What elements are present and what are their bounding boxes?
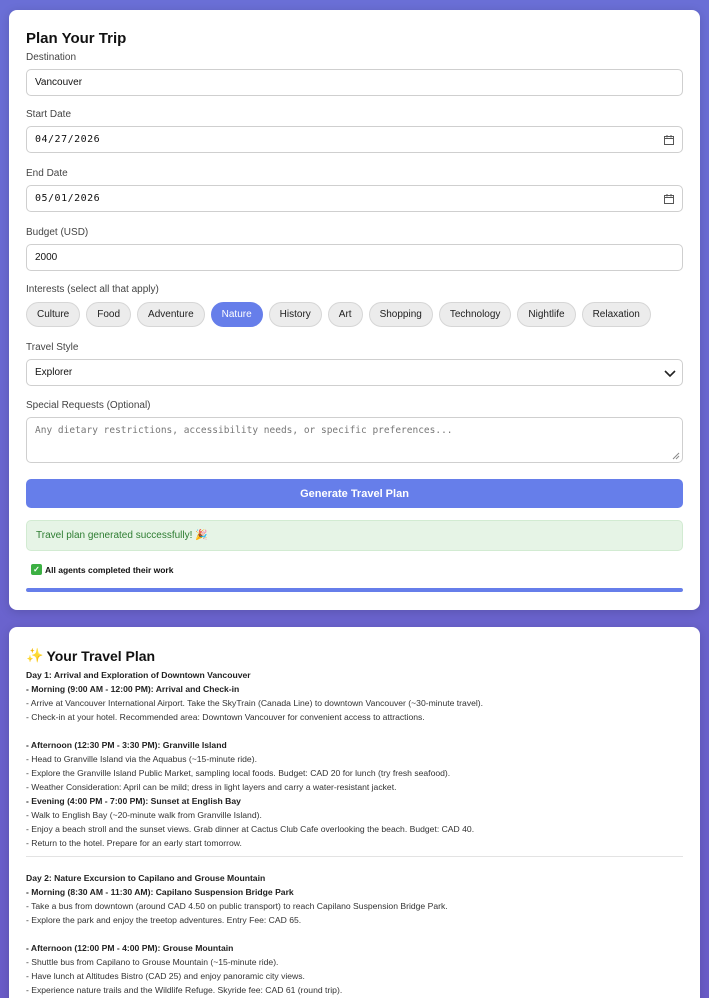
interests-group [26, 302, 651, 327]
interest-chip-nature[interactable]: Nature [211, 302, 263, 327]
travel-plan-content [26, 668, 683, 997]
sparkles-icon: ✨ [26, 647, 44, 663]
end-date-value: 05/01/2026 [35, 193, 101, 204]
time-block-heading: - Afternoon (12:30 PM - 3:30 PM): Granville Island [26, 740, 227, 750]
interest-chip-food[interactable]: Food [86, 302, 131, 327]
plan-title [26, 647, 683, 664]
agent-status-text: All agents completed their work [45, 564, 174, 575]
travel-style-value: Explorer [35, 367, 73, 378]
plan-line: - Enjoy a beach stroll and the sunset views. Grab dinner at Cactus Club Cafe overlooking the beach. Budget: CAD 40. [26, 824, 475, 834]
plan-line: - Have lunch at Altitudes Bistro (CAD 25) and enjoy panoramic city views. [26, 971, 305, 981]
time-block-heading: - Morning (9:00 AM - 12:00 PM): Arrival and Check-in [26, 684, 240, 694]
resize-handle-icon[interactable] [672, 452, 680, 460]
plan-line: - Walk to English Bay (~20-minute walk from Granville Island). [26, 810, 262, 820]
interest-chip-technology[interactable]: Technology [439, 302, 512, 327]
special-requests-textarea[interactable] [26, 417, 683, 463]
special-requests-label: Special Requests (Optional) [26, 400, 151, 411]
time-block-heading: - Evening (4:00 PM - 7:00 PM): Sunset at English Bay [26, 796, 241, 806]
plan-line: - Shuttle bus from Capilano to Grouse Mountain (~15-minute ride). [26, 957, 279, 967]
special-requests-placeholder: Any dietary restrictions, accessibility needs, or specific preferences... [35, 425, 453, 436]
agent-status [31, 564, 173, 575]
end-date-label: End Date [26, 168, 68, 179]
calendar-icon[interactable] [664, 135, 674, 145]
interests-label: Interests (select all that apply) [26, 284, 159, 295]
plan-line: - Head to Granville Island via the Aquabus (~15-minute ride). [26, 754, 257, 764]
travel-style-label: Travel Style [26, 342, 79, 353]
day-heading: Day 2: Nature Excursion to Capilano and Grouse Mountain [26, 873, 266, 883]
interest-chip-art[interactable]: Art [328, 302, 363, 327]
travel-style-select[interactable] [26, 359, 683, 386]
interest-chip-nightlife[interactable]: Nightlife [517, 302, 575, 327]
budget-value: 2000 [35, 252, 58, 263]
plan-line: - Arrive at Vancouver International Airport. Take the SkyTrain (Canada Line) to downtown Vancouver (~30-minute travel). [26, 698, 484, 708]
interest-chip-adventure[interactable]: Adventure [137, 302, 205, 327]
generate-plan-button[interactable]: Generate Travel Plan [26, 479, 683, 508]
form-title: Plan Your Trip [26, 30, 127, 47]
interest-chip-shopping[interactable]: Shopping [369, 302, 433, 327]
destination-input[interactable] [26, 69, 683, 96]
travel-plan-card [9, 627, 700, 998]
plan-line: - Return to the hotel. Prepare for an early start tomorrow. [26, 838, 242, 848]
checkmark-icon: ✓ [31, 564, 42, 575]
plan-line: - Check-in at your hotel. Recommended area: Downtown Vancouver for convenient access to attractions. [26, 712, 425, 722]
destination-label: Destination [26, 52, 77, 63]
time-block-heading: - Morning (8:30 AM - 11:30 AM): Capilano Suspension Bridge Park [26, 887, 294, 897]
calendar-icon[interactable] [664, 194, 674, 204]
budget-label: Budget (USD) [26, 227, 89, 238]
interest-chip-history[interactable]: History [269, 302, 322, 327]
success-message: Travel plan generated successfully! 🎉 [26, 520, 683, 551]
progress-bar [26, 588, 683, 592]
day-divider [26, 856, 683, 857]
start-date-value: 04/27/2026 [35, 134, 101, 145]
chevron-down-icon [664, 368, 676, 378]
budget-input[interactable] [26, 244, 683, 271]
plan-line: - Explore the Granville Island Public Market, sampling local foods. Budget: CAD 20 for lunch (try fresh seafood). [26, 768, 451, 778]
start-date-label: Start Date [26, 109, 72, 120]
time-block-heading: - Afternoon (12:00 PM - 4:00 PM): Grouse Mountain [26, 943, 234, 953]
progress-fill [26, 588, 683, 592]
day-heading: Day 1: Arrival and Exploration of Downtown Vancouver [26, 670, 251, 680]
start-date-input[interactable] [26, 126, 683, 153]
plan-line: - Experience nature trails and the Wildlife Refuge. Skyride fee: CAD 61 (round trip). [26, 985, 343, 995]
plan-line: - Weather Consideration: April can be mild; dress in light layers and carry a water-resistant jacket. [26, 782, 397, 792]
plan-title-text: Your Travel Plan [46, 647, 156, 664]
trip-form-card [9, 10, 700, 610]
plan-line: - Take a bus from downtown (around CAD 4.50 on public transport) to reach Capilano Suspension Bridge Park. [26, 901, 448, 911]
end-date-input[interactable] [26, 185, 683, 212]
plan-line: - Explore the park and enjoy the treetop adventures. Entry Fee: CAD 65. [26, 915, 302, 925]
interest-chip-culture[interactable]: Culture [26, 302, 80, 327]
interest-chip-relaxation[interactable]: Relaxation [582, 302, 651, 327]
destination-value: Vancouver [35, 77, 83, 88]
